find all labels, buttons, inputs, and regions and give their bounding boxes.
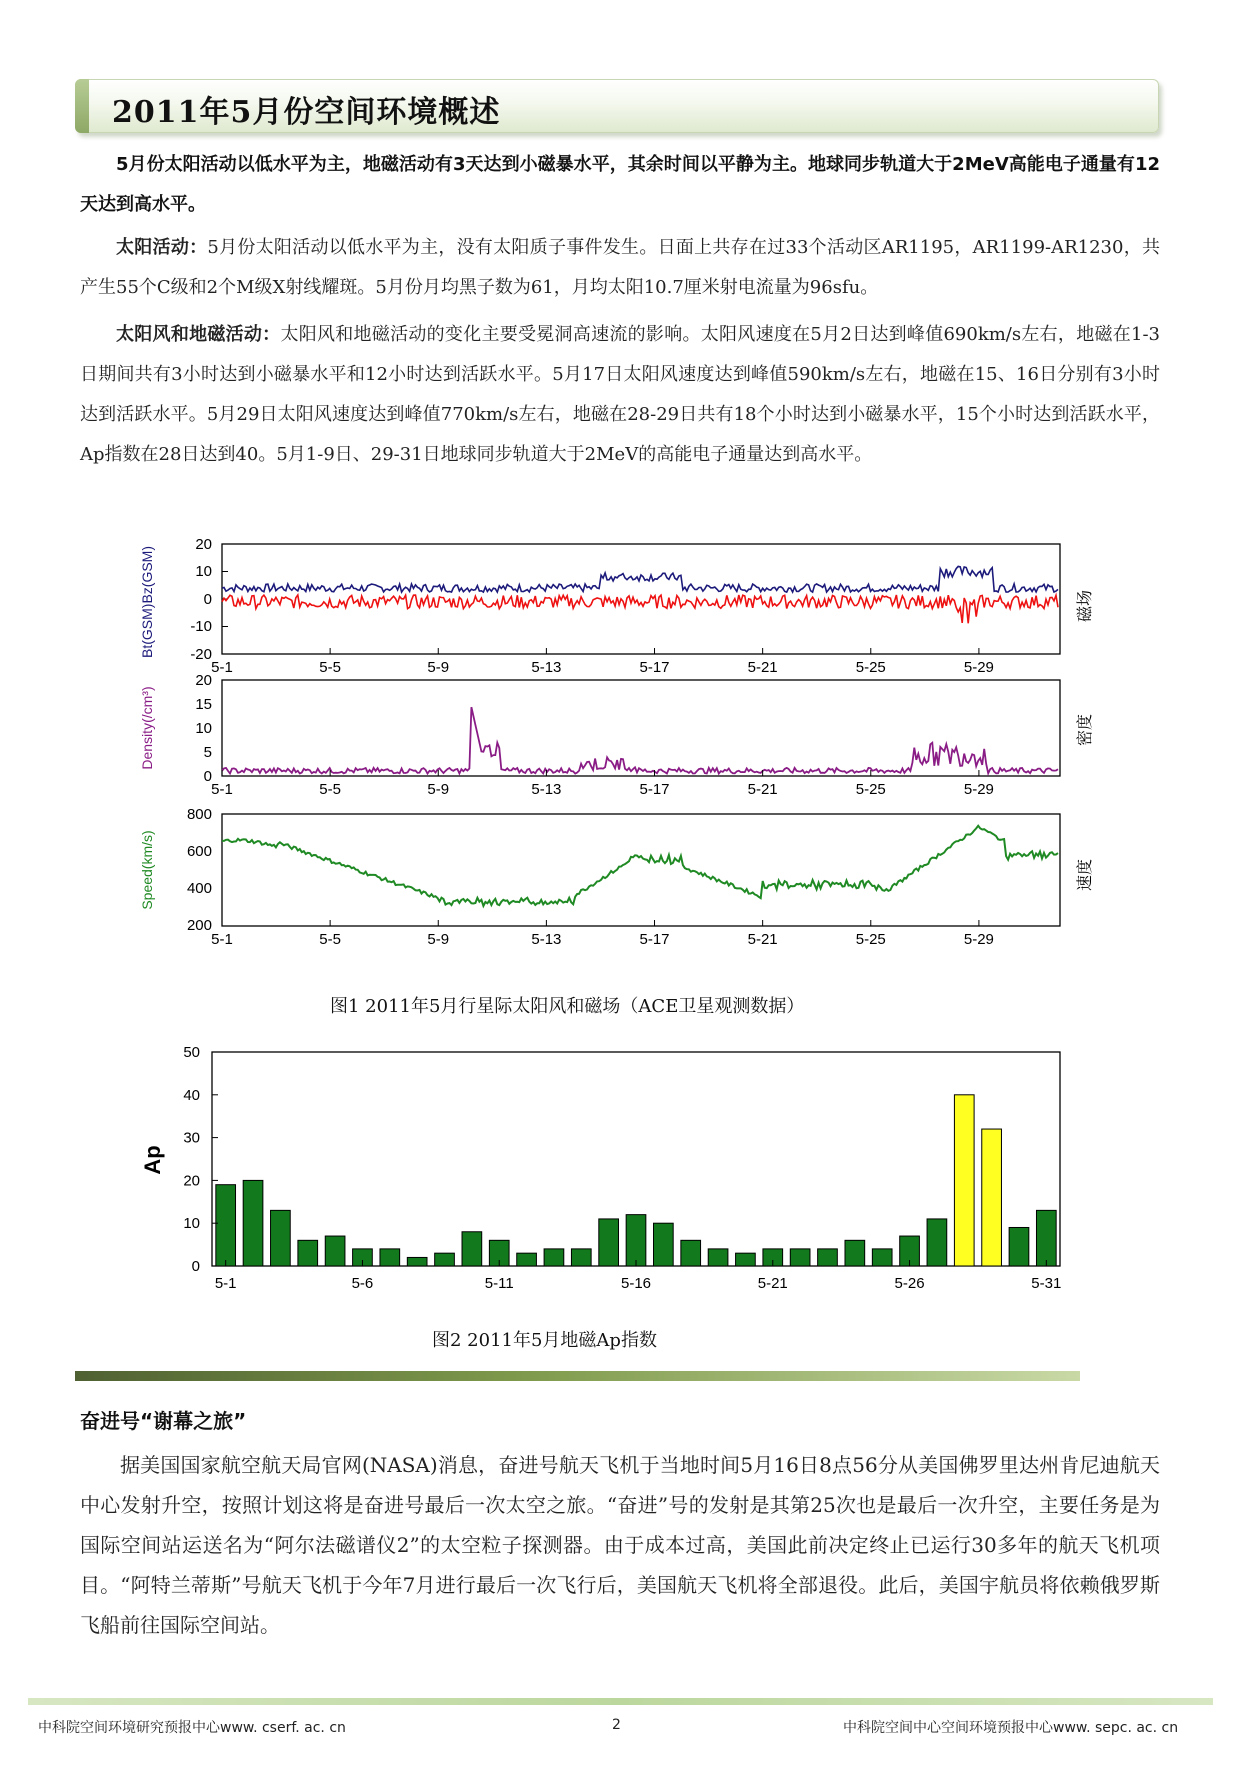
x-tick-label: 5-21 — [747, 781, 778, 798]
panel-magnetic-field — [139, 536, 1094, 676]
panel-density — [139, 672, 1094, 798]
p2-ylabel: Density(/cm³) — [139, 686, 155, 770]
solar-wind-paragraph — [80, 315, 1160, 475]
x-tick-label: 5-29 — [963, 659, 994, 676]
news-text: 据美国国家航空航天局官网(NASA)消息，奋进号航天飞机于当地时间5月16日8点56分从美国佛罗里达州肯尼迪航天中心发射升空，按照计划这将是奋进号最后一次太空之旅。“奋进”号的发射是其第25次也是最后一次升空，主要任务是为国际空间站运送名为“阿尔法磁谱仪2”的太空粒子探测器。由于成本过高，美国此前决定终止已运行30多年的航天飞机项目。“阿特兰蒂斯”号航天飞机于今年7月进行最后一次飞行后，美国航天飞机将全部退役。此后，美国宇航员将依赖俄罗斯飞船前往国际空间站。 — [80, 1453, 1160, 1637]
ap-bar-5-29 — [982, 1129, 1002, 1266]
solar-wind-label: 太阳风和地磁活动： — [116, 324, 281, 345]
ap-ytick: 20 — [183, 1172, 200, 1190]
x-tick-label: 5-9 — [427, 931, 450, 948]
p1-ylabel: Bt(GSM)Bz(GSM) — [139, 546, 155, 658]
p1-side-label: 磁场 — [1077, 589, 1094, 623]
solar-wind-text: 太阳风和地磁活动的变化主要受冕洞高速流的影响。太阳风速度在5月2日达到峰值690km/s左右，地磁在1-3日期间共有3小时达到小磁暴水平和12小时达到活跃水平。5月17日太阳风速度达到峰值590km/s左右，地磁在15、16日分别有3小时达到活跃水平。5月29日太阳风速度达到峰值770km/s左右，地磁在28-29日共有18个小时达到小磁暴水平，15个小时达到活跃水平，Ap指数在28日达到40。5月1-9日、29-31日地球同步轨道大于2MeV的高能电子通量达到高水平。 — [80, 324, 1161, 465]
solar-activity-paragraph — [80, 228, 1160, 308]
p2-ytick: 0 — [203, 768, 212, 785]
ap-bar-5-16 — [626, 1215, 646, 1266]
summary-paragraph — [80, 145, 1160, 225]
x-tick-label: 5-17 — [639, 659, 670, 676]
p2-side-label: 密度 — [1077, 713, 1094, 747]
x-tick-label: 5-1 — [211, 931, 233, 948]
p3-ytick: 200 — [186, 917, 212, 934]
ap-ytick: 30 — [183, 1129, 200, 1147]
panel-3-frame — [222, 814, 1060, 926]
p1-ytick: -10 — [190, 618, 212, 635]
x-tick-label: 5-25 — [855, 781, 886, 798]
x-tick-label: 5-29 — [963, 781, 994, 798]
ap-bar-5-28 — [954, 1095, 974, 1266]
p2-ytick: 20 — [195, 672, 212, 689]
ap-bar-5-14 — [571, 1249, 591, 1266]
x-tick-label: 5-5 — [319, 781, 341, 798]
p2-ytick: 10 — [195, 720, 212, 737]
section-divider — [75, 1371, 1080, 1381]
ap-bar-5-19 — [708, 1249, 728, 1266]
ap-xtick: 5-31 — [1031, 1275, 1062, 1292]
footer-right-link[interactable]: 中科院空间中心空间环境预报中心www. sepc. ac. cn — [843, 1720, 1179, 1736]
ap-xtick: 5-21 — [757, 1275, 788, 1292]
ap-bar-5-30 — [1009, 1227, 1029, 1266]
ap-ytick: 50 — [183, 1044, 200, 1061]
ap-bar-5-9 — [435, 1253, 455, 1266]
ap-bar-5-18 — [681, 1240, 701, 1266]
ap-bar-5-15 — [599, 1219, 619, 1266]
x-tick-label: 5-13 — [531, 931, 562, 948]
x-tick-label: 5-25 — [855, 931, 886, 948]
x-tick-label: 5-5 — [319, 931, 341, 948]
ap-bar-5-23 — [818, 1249, 838, 1266]
x-tick-label: 5-1 — [211, 781, 233, 798]
x-tick-label: 5-9 — [427, 659, 450, 676]
ap-xtick: 5-16 — [620, 1275, 652, 1292]
p2-ytick: 15 — [195, 696, 212, 713]
ap-ytick: 40 — [183, 1086, 200, 1104]
panel-speed — [139, 806, 1094, 948]
x-tick-label: 5-17 — [639, 931, 670, 948]
ap-bar-5-1 — [216, 1185, 236, 1266]
ap-bar-5-2 — [243, 1180, 263, 1266]
ap-bar-5-24 — [845, 1240, 865, 1266]
title-accent — [75, 79, 89, 133]
ap-xtick: 5-1 — [214, 1275, 237, 1292]
p1-ytick: -20 — [190, 646, 212, 663]
x-tick-label: 5-9 — [427, 781, 450, 798]
ap-ytick: 10 — [183, 1215, 200, 1233]
ap-bar-5-12 — [517, 1253, 537, 1266]
p3-ytick: 400 — [186, 880, 212, 897]
solar-activity-label: 太阳活动： — [116, 237, 208, 258]
p3-ytick: 600 — [186, 843, 212, 860]
p1-ytick: 10 — [195, 563, 212, 580]
ap-bar-5-13 — [544, 1249, 564, 1266]
ap-xtick: 5-6 — [351, 1275, 374, 1292]
p3-side-label: 速度 — [1077, 858, 1094, 892]
ap-xtick: 5-26 — [894, 1275, 925, 1292]
ap-bar-5-8 — [407, 1257, 427, 1266]
x-tick-label: 5-17 — [639, 781, 670, 798]
p2-ytick: 5 — [203, 744, 212, 761]
footer-left-link[interactable]: 中科院空间环境研究预报中心www. cserf. ac. cn — [38, 1720, 346, 1736]
p1-ytick: 0 — [203, 591, 212, 608]
news-body — [80, 1445, 1160, 1645]
ap-bar-5-17 — [654, 1223, 674, 1266]
solar-activity-text: 5月份太阳活动以低水平为主，没有太阳质子事件发生。日面上共存在过33个活动区AR1195，AR1199-AR1230，共产生55个C级和2个M级X射线耀斑。5月份月均黑子数为61，月均太阳10.7厘米射电流量为96sfu。 — [80, 237, 1161, 298]
ap-bar-5-3 — [271, 1210, 291, 1266]
ap-bar-5-27 — [927, 1219, 947, 1266]
news-title: 奋进号“谢幕之旅” — [80, 1409, 247, 1433]
figure-1-solar-wind — [120, 530, 1120, 980]
ap-ylabel: Ap — [140, 1145, 165, 1175]
ap-bar-5-5 — [325, 1236, 345, 1266]
x-tick-label: 5-1 — [211, 659, 233, 676]
footer-rule — [28, 1698, 1213, 1705]
ap-xtick: 5-11 — [484, 1275, 514, 1292]
x-tick-label: 5-25 — [855, 659, 886, 676]
figure-1-caption: 图1 2011年5月行星际太阳风和磁场（ACE卫星观测数据） — [330, 996, 805, 1017]
p1-ytick: 20 — [195, 536, 212, 553]
x-tick-label: 5-29 — [963, 931, 994, 948]
ap-bar-5-7 — [380, 1249, 400, 1266]
ap-bar-5-20 — [736, 1253, 756, 1266]
ap-bar-5-31 — [1036, 1210, 1056, 1266]
figure-2-caption: 图2 2011年5月地磁Ap指数 — [432, 1330, 657, 1351]
ap-bar-5-4 — [298, 1240, 318, 1266]
x-tick-label: 5-13 — [531, 781, 562, 798]
ap-bar-5-25 — [872, 1249, 892, 1266]
x-tick-label: 5-21 — [747, 931, 778, 948]
ap-bar-5-22 — [790, 1249, 810, 1266]
x-tick-label: 5-5 — [319, 659, 341, 676]
page-title: 2011年5月份空间环境概述 — [112, 95, 501, 130]
ap-bar-5-10 — [462, 1232, 482, 1266]
figure-2-ap-index — [120, 1040, 1080, 1310]
page-number: 2 — [612, 1717, 621, 1733]
x-tick-label: 5-21 — [747, 659, 778, 676]
ap-ytick: 0 — [191, 1258, 200, 1275]
x-tick-label: 5-13 — [531, 659, 562, 676]
summary-text: 5月份太阳活动以低水平为主，地磁活动有3天达到小磁暴水平，其余时间以平静为主。地球同步轨道大于2MeV高能电子通量有12天达到高水平。 — [80, 154, 1160, 215]
p3-ylabel: Speed(km/s) — [139, 830, 155, 910]
p3-ytick: 800 — [186, 806, 212, 823]
